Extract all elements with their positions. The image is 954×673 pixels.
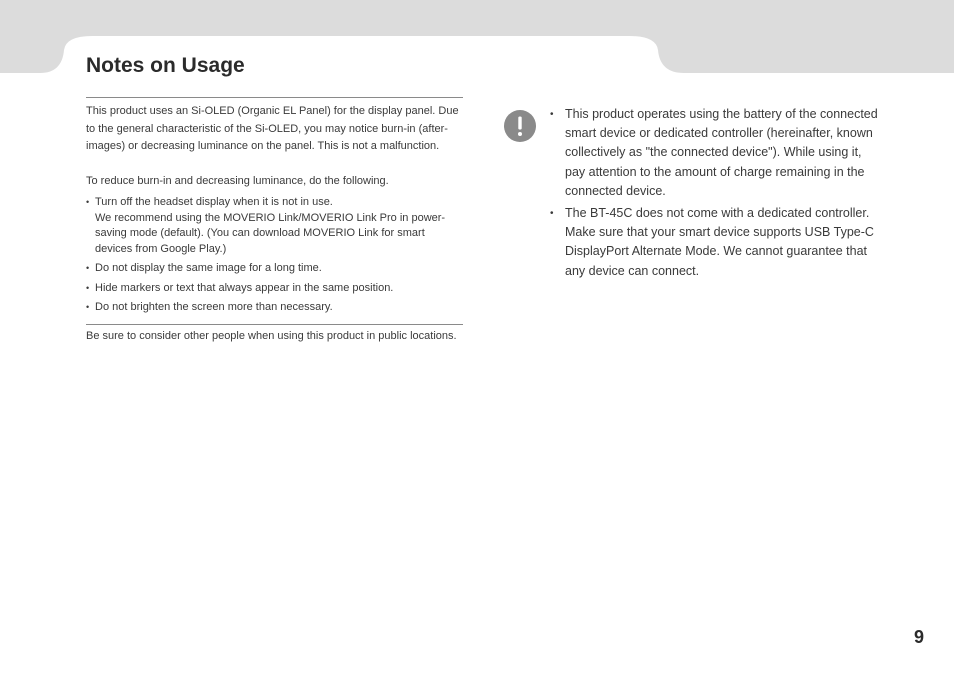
intro-paragraph: This product uses an Si-OLED (Organic EL Panel) for the display panel. Due to the general characteristic of the Si-OLED, you may notice burn-in (after-images) or decreasing luminance on the panel. This is not a malfunction. bbox=[86, 105, 459, 152]
list-item-subtext: We recommend using the MOVERIO Link/MOVERIO Link Pro in power-saving mode (default). (You can download MOVERIO Link for smart devices from Google Play.) bbox=[95, 211, 446, 255]
public-use-note: Be sure to consider other people when using this product in public locations. bbox=[86, 329, 457, 342]
exclamation-caution-icon bbox=[504, 110, 536, 142]
section-divider bbox=[86, 324, 463, 325]
caution-list bbox=[550, 105, 882, 281]
burn-in-tips-list bbox=[86, 195, 463, 316]
list-item bbox=[86, 281, 463, 297]
list-item: • This product operates using the battery of the connected smart device or dedicated controller (hereinafter, known collectively as "the connected device"). While using it, pay attention to the amount of charge remaining in the connected device. bbox=[550, 105, 882, 201]
list-item-text: Turn off the headset display when it is not in use. bbox=[95, 196, 333, 208]
list-item bbox=[86, 195, 463, 257]
list-item-text: Do not display the same image for a long time. bbox=[95, 262, 322, 274]
list-item bbox=[86, 300, 463, 316]
list-item bbox=[86, 261, 463, 277]
caution-section bbox=[550, 105, 882, 284]
lead-paragraph: To reduce burn-in and decreasing luminance, do the following. bbox=[86, 174, 389, 187]
list-item: • The BT-45C does not come with a dedicated controller. Make sure that your smart device supports USB Type-C DisplayPort Alternate Mode. We cannot guarantee that any device can connect. bbox=[550, 204, 882, 281]
list-item-text: Hide markers or text that always appear in the same position. bbox=[95, 281, 394, 294]
burn-in-notes-section bbox=[86, 97, 463, 345]
page-title: Notes on Usage bbox=[86, 54, 245, 77]
section-divider bbox=[86, 97, 463, 98]
page-number: 9 bbox=[913, 627, 924, 647]
list-item-text: Do not brighten the screen more than necessary. bbox=[95, 301, 333, 313]
